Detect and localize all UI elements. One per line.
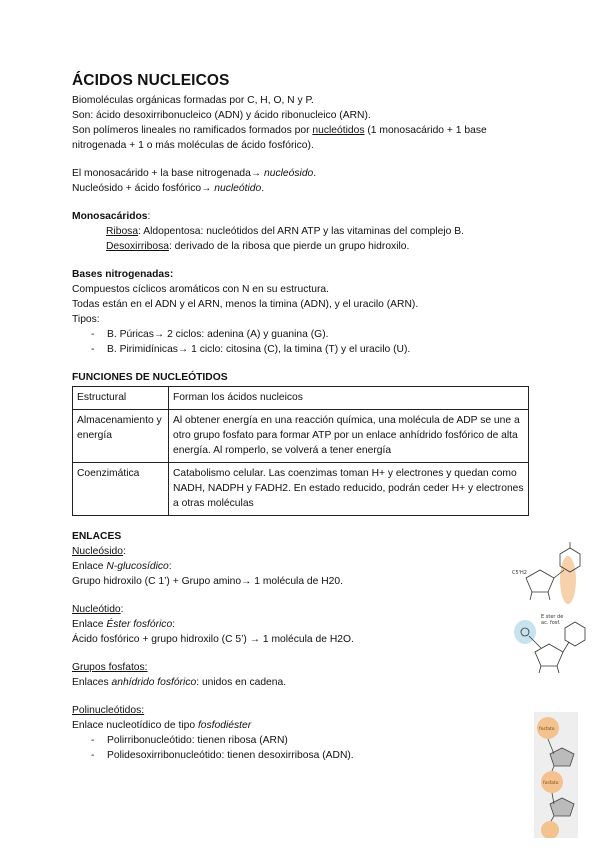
nucleotido-bond (72, 617, 542, 632)
bases-heading: Bases nitrogenadas: (72, 269, 174, 280)
fosfatos-desc-text: Enlaces (72, 677, 112, 688)
desoxirribosa-text: : derivado de la ribosa que pierde un grupo hidroxilo. (168, 241, 410, 252)
bases-line-1: Compuestos cíclicos aromáticos con N en su estructura. (72, 284, 329, 295)
def1-term: nucleósido (264, 168, 314, 179)
bond-line (557, 666, 559, 673)
table-row (73, 463, 529, 516)
nucleosido-title-text: Nucleósido (72, 546, 123, 557)
intro-line-2: Son: ácido desoxirribonucleico (ADN) y ácido ribonucleico (ARN). (72, 110, 371, 121)
nucleotido-title (72, 602, 542, 617)
def1-end: . (313, 168, 317, 179)
monosacaridos-heading (72, 209, 542, 224)
bases-tipos: Tipos: (72, 314, 100, 325)
def2-term: nucleótido (214, 183, 262, 194)
figure-label: C5'H2 (512, 570, 527, 576)
polinucleotido-chain-figure (528, 712, 588, 838)
nucleosido-colon: : (122, 546, 126, 557)
document-page (72, 72, 542, 763)
table-cell-name: Estructural (73, 387, 169, 410)
table-row (73, 410, 529, 463)
nucleosido-structure-figure (508, 540, 588, 605)
intro-line-3 (72, 123, 542, 153)
nucleosido-bond (72, 559, 542, 574)
table-cell-name: Coenzimática (73, 463, 169, 516)
glycosidic-bond (563, 642, 569, 652)
fosfatos-title-text: Grupos fosfatos: (72, 662, 148, 673)
fosfatos-desc-term: anhídrido fosfórico (111, 677, 197, 688)
nucleotido-title-text: Nucleótido (72, 604, 121, 615)
polinucleotidos-desc (72, 718, 542, 733)
intro-line-1: Biomoléculas orgánicas formadas por C, H, O, N y P. (72, 95, 314, 106)
base-ring (565, 622, 585, 646)
polinucleotidos-title-text: Polinucleótidos: (72, 705, 145, 716)
nucleosido-title (72, 544, 542, 559)
table-cell-desc: Catabolismo celular. Las coenzimas toman H+ y electrones y quedan como NADH, NADPH y FADH2. En estado reducido, podrán ceder H+ y electrones a otras moléculas (169, 463, 529, 516)
definition-nucleosido (72, 166, 542, 181)
figure-label: fosfato (543, 781, 559, 786)
nucleotido-structure-figure (505, 610, 590, 675)
bond-line (548, 592, 550, 600)
polinucleotidos-title (72, 703, 542, 718)
bases-line-2: Todas están en el ADN y el ARN, menos la timina (ADN), y el uracilo (ARN). (72, 299, 419, 310)
fosfatos-desc (72, 675, 542, 690)
list-item: - Polidesoxirribonucleótido: tienen desoxirribosa (ADN). (91, 748, 542, 763)
polinucleotidos-desc-text: Enlace nucleotídico de tipo (72, 720, 198, 731)
table-row (73, 387, 529, 410)
list-item: - B. Púricas→ 2 ciclos: adenina (A) y guanina (G). (91, 327, 542, 342)
phosphate-highlight (514, 620, 536, 644)
ribose-ring (535, 644, 563, 666)
table-cell-desc: Forman los ácidos nucleicos (169, 387, 529, 410)
desoxirribosa-term: Desoxirribosa (106, 241, 169, 252)
funciones-table (72, 386, 529, 516)
intro-line-3-start: Son polímeros lineales no ramificados formados por (72, 125, 313, 136)
ribosa-text: : Aldopentosa: nucleótidos del ARN ATP y las vitaminas del complejo B. (138, 226, 464, 237)
nucleotido-bond-text: Enlace (72, 619, 107, 630)
table-cell-name: Almacenamiento y energía (73, 410, 169, 463)
page-title: ÁCIDOS NUCLEICOS (72, 72, 230, 89)
nucleotido-desc: Ácido fosfórico + grupo hidroxilo (C 5’) → 1 molécula de H2O. (72, 634, 354, 645)
nucleotido-colon: : (120, 604, 124, 615)
monosacaridos-colon: : (147, 211, 151, 222)
funciones-heading: FUNCIONES DE NUCLEÓTIDOS (72, 372, 228, 383)
ribose-ring (526, 570, 554, 592)
bases-list (72, 327, 542, 357)
nucleotido-bond-end: : (172, 619, 176, 630)
polinucleotidos-list (72, 733, 542, 763)
nucleotido-bond-term: Éster fosfórico (106, 619, 173, 630)
nucleosido-bond-end: : (168, 561, 172, 572)
nucleosido-bond-text: Enlace (72, 561, 107, 572)
ribosa-line (72, 224, 542, 239)
intro-line-3-end: (1 monosacárido + 1 base nitrogenada + 1 o más moléculas de ácido fosfórico). (72, 125, 487, 151)
def2-end: . (261, 183, 265, 194)
polinucleotidos-desc-term: fosfodiéster (197, 720, 252, 731)
bond-line (530, 592, 532, 600)
figure-label: fosfato (539, 727, 555, 732)
def1-text: El monosacárido + la base nitrogenada→ (72, 168, 265, 179)
desoxirribosa-line (72, 239, 542, 254)
highlight-oval (560, 556, 576, 604)
nucleosido-bond-term: N-glucosídico (106, 561, 169, 572)
list-item: - B. Pirimidínicas→ 1 ciclo: citosina (C), la timina (T) y el uracilo (U). (91, 342, 542, 357)
list-item: - Polirribonucleótido: tienen ribosa (ARN) (91, 733, 542, 748)
fosfatos-title (72, 660, 542, 675)
fosfatos-desc-end: : unidos en cadena. (196, 677, 287, 688)
nucleosido-desc: Grupo hidroxilo (C 1’) + Grupo amino→ 1 molécula de H20. (72, 576, 343, 587)
figure-label: E ster de (541, 614, 564, 620)
ribosa-term: Ribosa (106, 226, 139, 237)
enlaces-heading: ENLACES (72, 531, 122, 542)
nucleotidos-link: nucleótidos (312, 125, 365, 136)
table-cell-desc: Al obtener energía en una reacción química, una molécula de ADP se une a otro grupo fosfato para formar ATP por un enlace anhídrido fosfórico de alta energía. Al romperlo, se volverá a tener energía (169, 410, 529, 463)
def2-text: Nucleósido + ácido fosfórico→ (72, 183, 215, 194)
bond-line (539, 666, 541, 673)
monosacaridos-heading-text: Monosacáridos (72, 211, 148, 222)
definition-nucleotido (72, 181, 542, 196)
figure-label: ac. fosf. (541, 620, 561, 626)
